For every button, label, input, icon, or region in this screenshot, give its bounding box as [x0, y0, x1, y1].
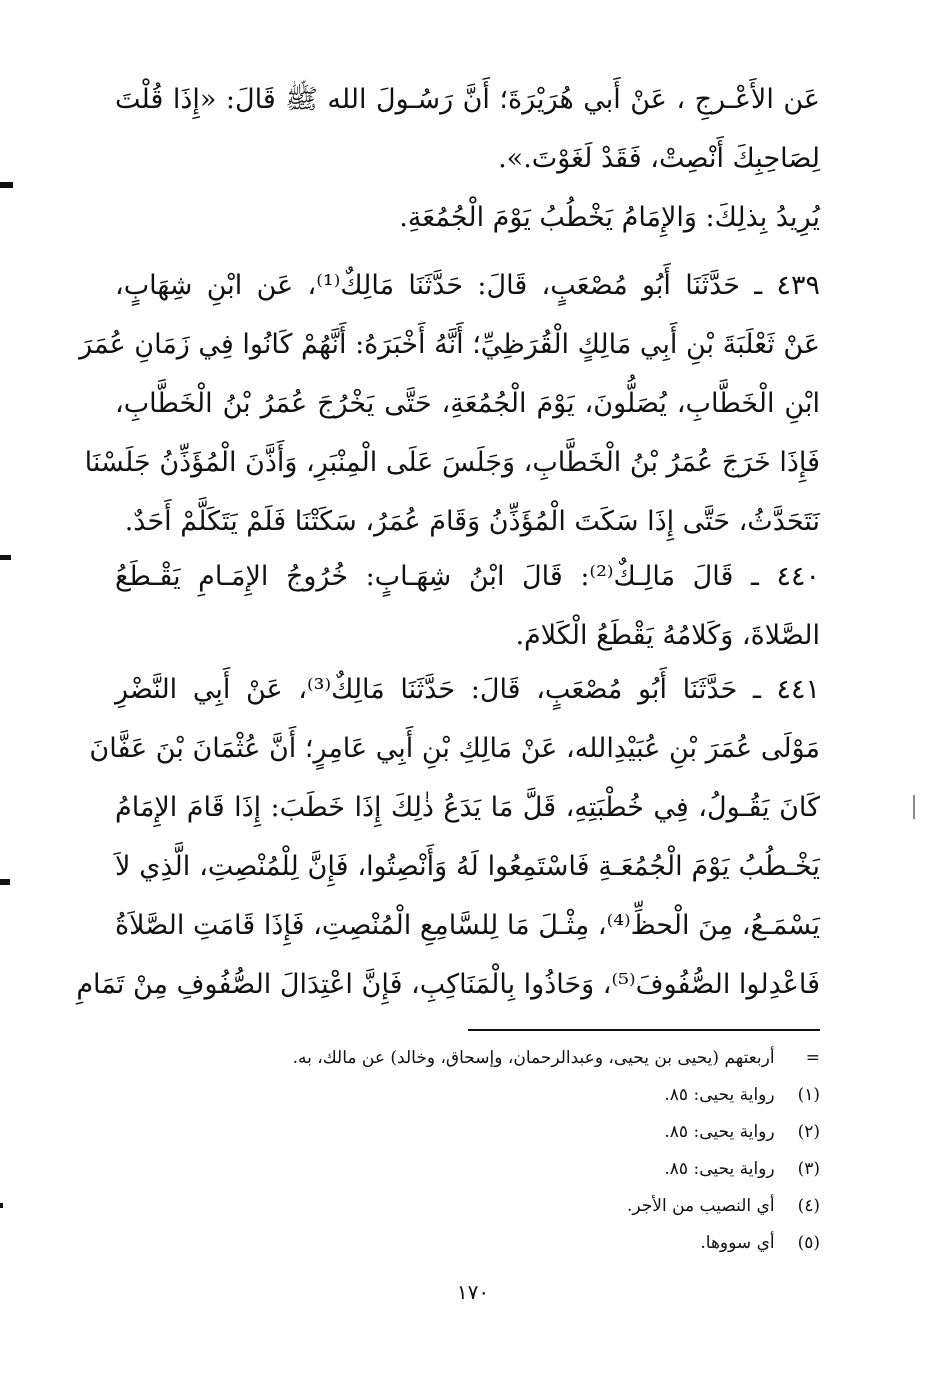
footnote-number: (٢) [797, 1122, 820, 1142]
footnote [115, 1225, 820, 1262]
text-line: ٤٤١ ـ حَدَّثَنَا أَبُو مُصْعَبٍ، قَالَ: حَدَّثَنَا مَالِكٌ⁽³⁾، عَنْ أَبِي النَّضْرِ [115, 674, 821, 705]
text-line: كَانَ يَقُـولُ، فِي خُطْبَتِهِ، قَلَّ مَا يَدَعُ ذٰلِكَ إِذَا خَطَبَ: إِذَا قَامَ الإِمَامُ [115, 792, 820, 823]
paragraph-hadith-439 [79, 256, 820, 551]
scan-edge-mark [0, 555, 11, 560]
footnote-text: أي النصيب من الأجر. [626, 1196, 775, 1216]
footnotes [115, 1040, 820, 1262]
footnote [115, 1151, 820, 1188]
text-line: لِصَاحِبِكَ أَنْصِتْ، فَقَدْ لَغَوْتَ.». [498, 143, 820, 174]
footnote-number: (١) [797, 1085, 820, 1105]
text-line: يُرِيدُ بِذلِكَ: وَالإِمَامُ يَخْطُبُ يَوْمَ الْجُمُعَةِ. [399, 202, 820, 233]
scan-edge-mark [0, 879, 10, 885]
text-line: الصَّلاةَ، وَكَلامُهُ يَقْطَعُ الْكَلامَ. [515, 620, 820, 651]
text-line: فَإِذَا خَرَجَ عُمَرُ بْنُ الْخَطَّابِ، وَجَلَسَ عَلَى الْمِنْبَرِ، وَأَذَّنَ الْمُؤَذِّنُ جَلَسْنَا [84, 447, 820, 478]
page-number: ١٧٠ [456, 1280, 490, 1304]
footnote-text: أي سووها. [700, 1233, 775, 1253]
text-line: ٤٤٠ ـ قَالَ مَالِـكٌ⁽²⁾: قَالَ ابْنُ شِهَـابٍ: خُرُوجُ الإِمَـامِ يَقْـطَعُ [115, 561, 820, 592]
footnote-number: (٣) [797, 1159, 820, 1179]
footnote-text: رواية يحيى: ٨٥. [664, 1122, 775, 1142]
footnote-divider [468, 1029, 820, 1031]
footnote [115, 1114, 820, 1151]
footnote-text: أربعتهم (يحيى بن يحيى، وعبدالرحمان، وإسحاق، وخالد) عن مالك، به. [292, 1048, 775, 1068]
paragraph-hadith-441 [76, 660, 821, 1014]
text-line: مَوْلَى عُمَرَ بْنِ عُبَيْدِالله، عَنْ مَالِكِ بْنِ أَبِي عَامِرٍ؛ أَنَّ عُثْمَانَ بْنَ عَفَّانَ [89, 733, 820, 764]
text-line: عَن الأَعْـرجِ ، عَنْ أَبي هُرَيْرَةَ؛ أَنَّ رَسُـولَ الله ﷺ قَالَ: «إِذَا قُلْتَ [115, 84, 820, 115]
paragraph-hadith-440 [115, 547, 820, 665]
footnote [115, 1188, 820, 1225]
footnote-marker: = [805, 1048, 820, 1068]
scan-edge-mark [0, 1203, 3, 1208]
paragraph-continuation [115, 70, 820, 247]
footnote [115, 1077, 820, 1114]
footnote-number: (٤) [797, 1196, 820, 1216]
footnote [115, 1040, 820, 1077]
footnote-text: رواية يحيى: ٨٥. [664, 1085, 775, 1105]
text-line: يَسْمَـعُ، مِنَ الْحظِّ⁽⁴⁾، مِثْـلَ مَا لِلسَّامِعِ الْمُنْصِتِ، فَإِذَا قَامَتِ الصَّلاَةُ [115, 910, 820, 941]
footnote-text: رواية يحيى: ٨٥. [664, 1159, 775, 1179]
scan-edge-mark [0, 182, 13, 188]
text-line: ٤٣٩ ـ حَدَّثَنَا أَبُو مُصْعَبٍ، قَالَ: حَدَّثَنَا مَالِكٌ⁽¹⁾، عَن ابْنِ شِهَابٍ، [115, 270, 820, 301]
text-line: ابْنِ الْخَطَّابِ، يُصَلُّونَ، يَوْمَ الْجُمُعَةِ، حَتَّى يَخْرُجَ عُمَرُ بْنُ الْخَطَّابِ، [115, 388, 820, 419]
text-line: نَتَحَدَّثُ، حَتَّى إِذَا سَكَتَ الْمُؤَذِّنُ وَقَامَ عُمَرُ، سَكَتْنَا فَلَمْ يَتَكَلَّمْ أَحَدٌ. [124, 506, 820, 537]
text-line: عَنْ ثَعْلَبَةَ بْنِ أَبِي مَالِكٍ الْقُرَظِيِّ؛ أَنَّهُ أَخْبَرَهُ: أَنَّهُمْ كَانُوا فِي زَمَانِ عُمَرَ [79, 329, 820, 360]
text-line: فَاعْدِلوا الصُّفُوفَ⁽⁵⁾، وَحَاذُوا بِالْمَنَاكِبِ، فَإِنَّ اعْتِدَالَ الصُّفُوفِ مِنْ تَمَامِ [76, 969, 820, 1000]
text-line: يَخْـطُبُ يَوْمَ الْجُمُعَـةِ فَاسْتَمِعُوا لَهُ وَأَنْصِتُوا، فَإِنَّ لِلْمُنْصِتِ، الَّذِي لاَ [115, 851, 820, 882]
scan-edge-mark [913, 795, 915, 819]
footnote-number: (٥) [797, 1233, 820, 1253]
